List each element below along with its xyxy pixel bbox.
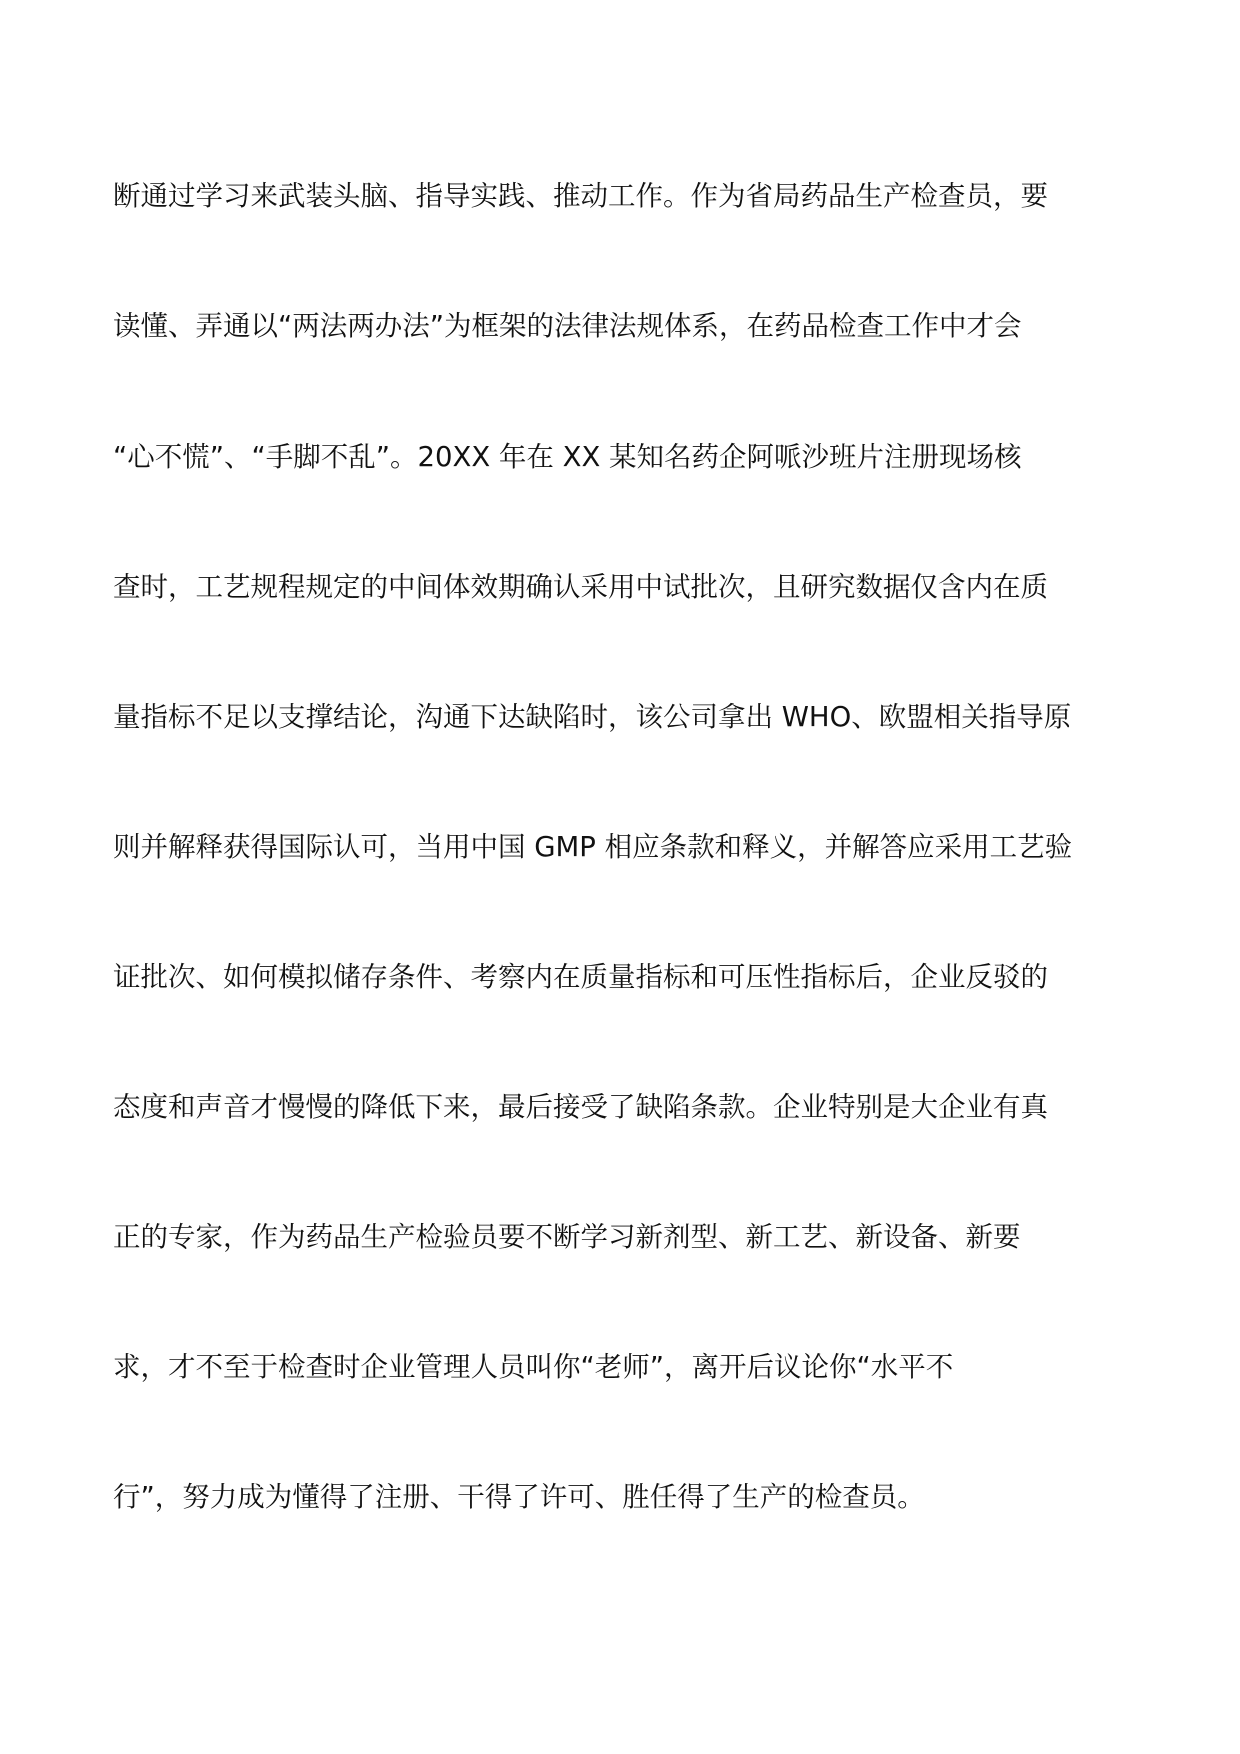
- paragraph-line: 求，才不至于检查时企业管理人员叫你“老师”，离开后议论你“水平不: [113, 1351, 954, 1383]
- paragraph-line: 断通过学习来武装头脑、指导实践、推动工作。作为省局药品生产检查员，要: [113, 180, 1048, 212]
- paragraph-line: 正的专家，作为药品生产检验员要不断学习新剂型、新工艺、新设备、新要: [113, 1221, 1021, 1253]
- paragraph-line: 态度和声音才慢慢的降低下来，最后接受了缺陷条款。企业特别是大企业有真: [113, 1091, 1048, 1123]
- paragraph-line: 则并解释获得国际认可，当用中国 GMP 相应条款和释义，并解答应采用工艺验: [113, 831, 1073, 863]
- paragraph-line: 读懂、弄通以“两法两办法”为框架的法律法规体系，在药品检查工作中才会: [113, 310, 1022, 342]
- paragraph-line: 行”，努力成为懂得了注册、干得了许可、胜任得了生产的检查员。: [113, 1481, 925, 1513]
- paragraph-line: “心不慌”、“手脚不乱”。20XX 年在 XX 某知名药企阿哌沙班片注册现场核: [113, 441, 1022, 473]
- paragraph-line: 量指标不足以支撑结论，沟通下达缺陷时，该公司拿出 WHO、欧盟相关指导原: [113, 701, 1072, 733]
- paragraph-line: 证批次、如何模拟储存条件、考察内在质量指标和可压性指标后，企业反驳的: [113, 961, 1048, 993]
- paragraph-line: 查时，工艺规程规定的中间体效期确认采用中试批次，且研究数据仅含内在质: [113, 571, 1048, 603]
